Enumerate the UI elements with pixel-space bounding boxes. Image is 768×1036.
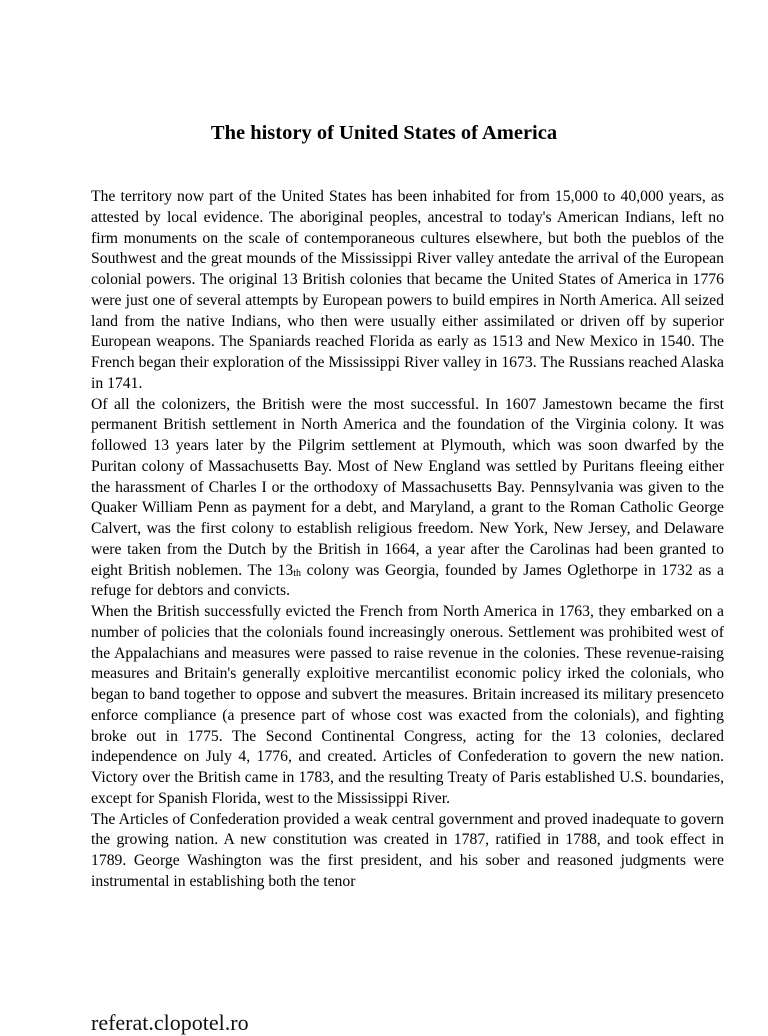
document-body — [91, 187, 724, 893]
paragraph-4: The Articles of Confederation provided a weak central government and proved inadequate to govern the growing nation. A new constitution was created in 1787, ratified in 1788, and took effect in 1789. George Washington was the first president, and his sober and reasoned judgments were instrumental in establishing both the tenor — [91, 810, 724, 890]
document-title: The history of United States of America — [210, 122, 558, 144]
paragraph-2-part-1: Of all the colonizers, the British were the most successful. In 1607 Jamestown became the first permanent British settlement in North America and the foundation of the Virginia colony. It was followed 13 years later by the Pilgrim settlement at Plymouth, which was soon dwarfed by the Puritan colony of Massachusetts Bay. Most of New England was settled by Puritans fleeing either the harassment of Charles I or the orthodoxy of Massachusetts Bay. Pennsylvania was given to the Quaker William Penn as payment for a debt, and Maryland, a grant to the Roman Catholic George Calvert, was the first colony to establish religious freedom. New York, New Jersey, and Delaware were taken from the Dutch by the British in 1664, a year after the Carolinas had been granted to eight British noblemen. The 13 — [91, 395, 724, 579]
paragraph-2 — [91, 395, 724, 603]
paragraph-3: When the British successfully evicted the French from North America in 1763, they embarked on a number of policies that the colonials found increasingly onerous. Settlement was prohibited west of the Appalachians and measures were passed to raise revenue in the colonies. These revenue-raising measures and Britain's generally exploitive mercantilist economic policy irked the colonials, who began to band together to oppose and subvert the measures. Britain increased its military presenceto enforce compliance (a presence part of whose cost was exacted from the colonials), and fighting broke out in 1775. The Second Continental Congress, acting for the 13 colonies, declared independence on July 4, 1776, and created. Articles of Confederation to govern the new nation. Victory over the British came in 1783, and the resulting Treaty of Paris established U.S. boundaries, except for Spanish Florida, west to the Mississippi River. — [91, 603, 724, 807]
paragraph-2-part-2: colony was Georgia, founded by James Oglethorpe in 1732 as a refuge for debtors and convicts. — [91, 561, 725, 600]
paragraph-1: The territory now part of the United States has been inhabited for from 15,000 to 40,000 years, as attested by local evidence. The aboriginal peoples, ancestral to today's American Indians, left no firm monuments on the scale of contemporaneous cultures elsewhere, but both the pueblos of the Southwest and the great mounds of the Mississippi River valley antedate the arrival of the European colonial powers. The original 13 British colonies that became the United States of America in 1776 were just one of several attempts by European powers to build empires in North America. All seized land from the native Indians, who then were usually either assimilated or driven off by superior European weapons. The Spaniards reached Florida as early as 1513 and New Mexico in 1540. The French began their exploration of the Mississippi River valley in 1673. The Russians reached Alaska in 1741. — [91, 188, 724, 392]
source-watermark: referat.clopotel.ro — [91, 1010, 249, 1035]
ordinal-suffix: th — [293, 567, 302, 579]
